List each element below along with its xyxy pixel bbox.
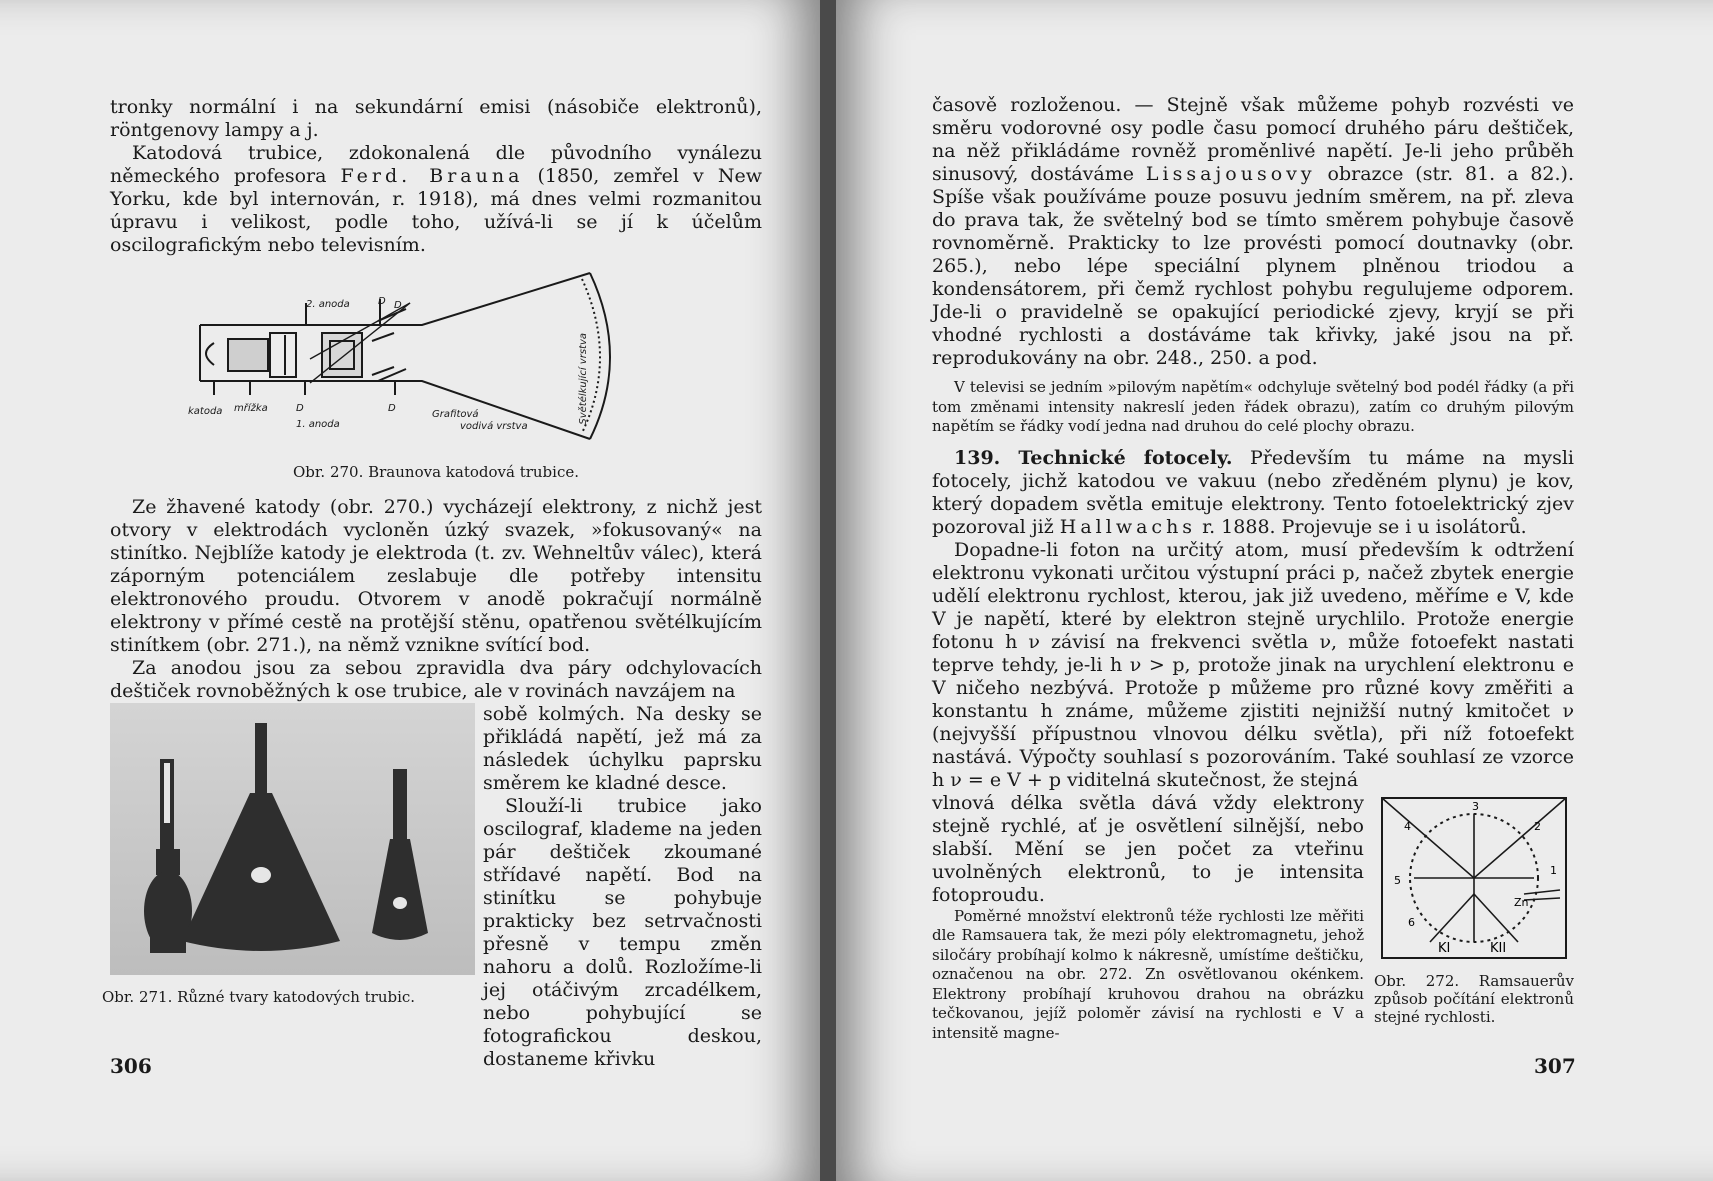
section-heading: 139. Technické fotocely. (954, 446, 1233, 469)
left-text-column (102, 96, 762, 1071)
label-d2b: D (388, 403, 396, 414)
text-run: (1850, zemřel v New Yorku, kde byl internován, r. 1918), má dnes velmi rozmanitou úpravu i velikost, podle toho, užívá-li se jí k účelům oscilografickým nebo televisním. (110, 165, 762, 256)
figure-271-row (102, 703, 762, 1071)
figure-270-braun-tube (110, 263, 762, 455)
person-name: Ferd. Brauna (340, 165, 524, 187)
person-name: Hallwachs (1059, 515, 1197, 538)
label-mrizka: mřížka (234, 403, 268, 414)
label-katoda: katoda (188, 406, 223, 417)
figure-272 (1374, 794, 1574, 1026)
label-d2a: D (296, 403, 304, 414)
text-run: r. 1888. Projevuje se i u isolátorů. (1196, 515, 1527, 538)
right-text-column (932, 94, 1574, 1043)
text-run: Katodová trubice, zdokonalená dle původního vynálezu německého profesora (110, 142, 762, 187)
paragraph-braun (110, 142, 762, 257)
fig272-num-4: 4 (1404, 819, 1411, 833)
paragraph-wrap-2: Slouží-li trubice jako oscilograf, klademe na jeden pár deštiček zkoumané střídavé napětí. Bod na stinítku se pohybuje prakticky bez setrvačnosti přesně v tempu změn nahoru a dolů. Rozložíme-li jej otáčivým zrcadélkem, nebo pohybující se fotografickou deskou, dostaneme křivku (483, 795, 762, 1070)
label-svetelkujici: Světélkující vrstva (578, 333, 589, 425)
fig272-num-5: 5 (1394, 873, 1401, 887)
fig272-num-3: 3 (1472, 799, 1479, 813)
label-anoda-1: 1. anoda (296, 419, 340, 430)
fig272-num-1: 1 (1550, 863, 1557, 877)
text-run: Především tu máme na mysli fotocely, jichž katodou ve vakuu (nebo zředěném plynu) je kov, který dopadem světla emituje elektrony. Tento fotoelektrický zjev pozoroval již (932, 446, 1574, 538)
paragraph-zhavene: Ze žhavené katody (obr. 270.) vycházejí elektrony, z nichž jest otvory v elektrodách vycloněn úzký svazek, »fokusovaný« na stinítko. Nejblíže katody je elektroda (t. zv. Wehneltův válec), která záporným potenciálem zeslabuje dle potřeby intensitu elektronového proudu. Otvorem v anodě pokračují normálně elektrony v přímé cestě na protější stěnu, opatřenou světélkujícím stinítkem (obr. 271.), na němž vznikne svítící bod. (110, 496, 762, 656)
paragraph-section-139 (932, 447, 1574, 539)
label-vodiva: vodivá vrstva (460, 421, 528, 432)
ramsauer-drawing (1374, 794, 1574, 962)
figure-270-caption: Obr. 270. Braunova katodová trubice. (292, 463, 579, 481)
person-name: Lissajousovy (1145, 163, 1316, 185)
wrapped-text (483, 703, 762, 1071)
tubes-photo-drawing (110, 703, 475, 975)
figure-271-caption: Obr. 271. Různé tvary katodových trubic. (102, 988, 416, 1006)
fig272-zn: Zn (1514, 895, 1529, 909)
paragraph-small-televise: V televisi se jedním »pilovým napětím« odchyluje světelný bod podél řádky (a při tom změnami intensity nakreslí jeden řádek obrazu), zatím co druhým pilovým napětím se řádky vodí jedna nad druhou do celé plochy obrazu. (932, 378, 1574, 435)
fig272-k2: KII (1490, 940, 1507, 956)
fig272-block (932, 792, 1574, 1044)
figure-271-photo (110, 703, 475, 975)
paragraph-small-ramsauer: Poměrné množství elektronů téže rychlosti lze měřiti dle Ramsauera tak, že mezi póly elektromagnetu, jehož siločáry probíhají kolmo k nákresně, umístíme deštičku, označenou na obr. 272. Zn osvětlovanou okénkem. Elektrony probíhají kruhovou drahou na obrázku tečkovanou, jejíž poloměr závisí na rychlosti e V a intensitě magne- (932, 906, 1364, 1042)
tube-drawing (110, 263, 762, 455)
left-page (0, 0, 820, 1181)
fig272-num-6: 6 (1408, 915, 1415, 929)
book-gutter (820, 0, 836, 1181)
label-d1b: D (394, 300, 402, 311)
paragraph-casove (932, 94, 1574, 370)
page-number-left: 306 (110, 1054, 152, 1078)
text-run: časově rozloženou. — Stejně však můžeme pohyb rozvésti ve směru vodorovné osy podle času pomocí druhého páru deštiček, na něž přikládáme rovněž proměnlivé napětí. Je-li jeho průběh sinusový, dostáváme (932, 94, 1574, 185)
fig272-k1: KI (1438, 940, 1451, 956)
paragraph-dopadne: Dopadne-li foton na určitý atom, musí především k odtržení elektronu vykonati určitou výstupní práci p, načež zbytek energie udělí elektronu rychlost, kterou, jak již uvedeno, měříme e V, kde V je napětí, které by elektron stejně urychlilo. Protože energie fotonu h ν závisí na frekvenci světla ν, může fotoefekt nastati teprve tehdy, je-li h ν > p, protože jinak na urychlení elektronu e V ničeho nezbývá. Protože p můžeme pro různé kovy změřiti a konstantu h známe, můžeme zjistiti nejnižší nutný kmitočet ν (nejvyšší přípustnou vlnovou délku světla), při níž fotoefekt nastává. Výpočty souhlasí s pozorováním. Také souhlasí ze vzorce h ν = e V + p viditelná skutečnost, že stejná (932, 538, 1574, 791)
label-anoda-2: 2. anoda (306, 299, 350, 310)
paragraph-intro: tronky normální i na sekundární emisi (násobiče elektronů), röntgenovy lampy a j. (110, 96, 762, 141)
page-number-right: 307 (1534, 1054, 1576, 1078)
right-page (836, 0, 1713, 1181)
fig272-num-2: 2 (1534, 819, 1541, 833)
paragraph-za-anodou: Za anodou jsou za sebou zpravidla dva páry odchylovacích deštiček rovnoběžných k ose trubice, ale v rovinách navzájem na (110, 657, 762, 702)
label-d1a: D (378, 296, 386, 307)
label-grafit: Grafitová (432, 409, 479, 420)
paragraph-wrap-1: sobě kolmých. Na desky se přikládá napětí, jež má za následek úchylku paprsku směrem ke kladné desce. (483, 703, 762, 794)
paragraph-vlnova: vlnová délka světla dává vždy elektrony stejně rychlé, ať je osvětlení silnější, nebo slabší. Mění se jen počet za vteřinu uvolněných elektronů, to je intensita fotoproudu. (932, 791, 1364, 906)
figure-272-caption: Obr. 272. Ramsauerův způsob počítání elektronů stejné rychlosti. (1374, 971, 1574, 1026)
text-run: obrazce (str. 81. a 82.). Spíše však používáme pouze posuvu jedním směrem, na př. zleva do prava tak, že světelný bod se tímto směrem pohybuje časově rovnoměrně. Prakticky to lze provésti pomocí doutnavky (obr. 265.), nebo lépe speciální plynem plněnou triodou a kondensátorem, při čemž rychlost pohybu regulujeme odporem. Jde-li o pravidelně se opakující periodické zjevy, kryjí se při vhodné rychlosti a dostáváme tak křivky, jaké jsou na př. reprodukovány na obr. 248., 250. a pod. (932, 163, 1574, 369)
